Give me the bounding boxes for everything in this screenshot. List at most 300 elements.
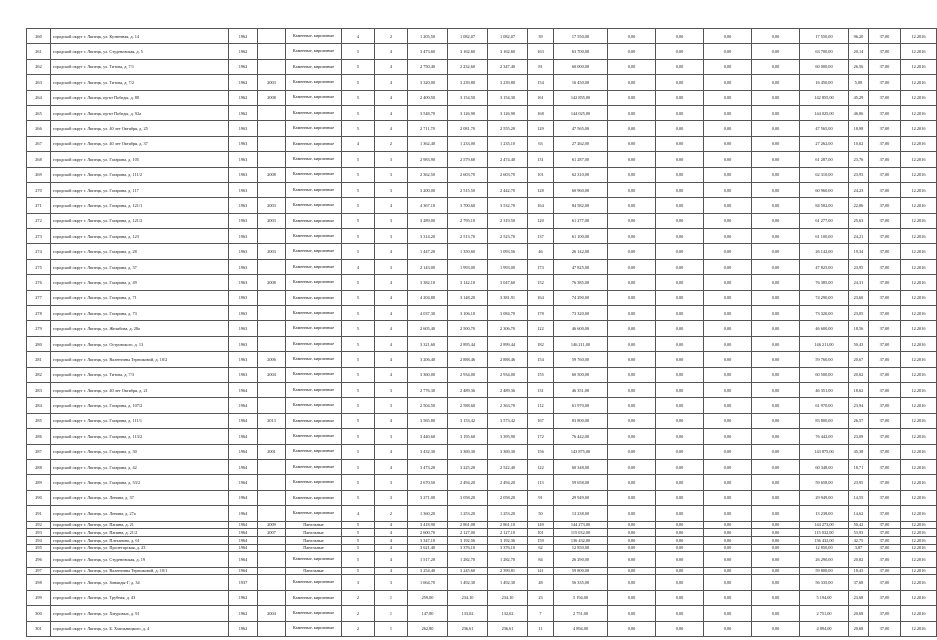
table-cell: городской округ г. Липецк, ул. Гагарина, д. 117 — [51, 182, 229, 197]
table-cell: 0,00 — [608, 567, 656, 575]
table-cell: 0,00 — [656, 506, 704, 521]
table-cell: 3 473,60 — [408, 44, 448, 59]
table-cell: 2008 — [258, 275, 286, 290]
table-cell — [258, 552, 286, 567]
table-cell: 143 875,00 — [554, 444, 608, 459]
table-cell: 3 381,91 — [488, 290, 528, 305]
table-cell: Каменные, кирпичные — [286, 475, 342, 490]
table-cell: 276 — [27, 275, 51, 290]
table-cell: 3 565,80 — [408, 413, 448, 428]
table-cell: 3 192,56 — [448, 536, 488, 544]
table-cell: Каменные, кирпичные — [286, 352, 342, 367]
table-cell: 0,00 — [608, 459, 656, 474]
table-cell: 0,00 — [752, 105, 800, 120]
table-cell: 1964 — [229, 413, 258, 428]
table-cell: 2 513,70 — [448, 229, 488, 244]
table-cell: 37,00 — [869, 352, 901, 367]
table-cell: городской округ г. Липецк, ул. Гагарина, д. 107/2 — [51, 398, 229, 413]
table-cell: 46 351,00 — [554, 382, 608, 397]
table-cell: 167 — [528, 413, 554, 428]
table-cell: 2 861,08 — [448, 521, 488, 529]
table-cell: Каменные, кирпичные — [286, 75, 342, 90]
table-cell: 2 603,70 — [488, 167, 528, 182]
table-cell: 60 960,00 — [554, 182, 608, 197]
table-cell: городской округ г. Липецк, ул. Студеновская, д. 5 — [51, 44, 229, 59]
table-cell: 259,00 — [408, 590, 448, 605]
table-cell: 3 532,70 — [488, 198, 528, 213]
housing-register-table — [26, 28, 937, 637]
table-cell: 0,00 — [608, 544, 656, 552]
table-cell: 0,00 — [752, 290, 800, 305]
table-cell: 0,00 — [704, 229, 752, 244]
table-cell: 0,00 — [608, 382, 656, 397]
table-cell: 182 — [528, 336, 554, 351]
table-cell: 96,20 — [849, 29, 869, 44]
table-cell: 12.2016 — [901, 544, 937, 552]
table-cell: 1 492,30 — [488, 575, 528, 590]
table-cell: 0,00 — [704, 321, 752, 336]
table-cell: 76 442,00 — [554, 429, 608, 444]
table-cell: 2 751,00 — [554, 606, 608, 621]
table-cell: 0,00 — [704, 306, 752, 321]
table-cell: 1 360,20 — [408, 506, 448, 521]
table-cell: 61 970,00 — [554, 398, 608, 413]
table-cell: Каменные, кирпичные — [286, 229, 342, 244]
table-cell: 12.2016 — [901, 336, 937, 351]
table-cell — [258, 590, 286, 605]
table-cell: 0,00 — [704, 459, 752, 474]
table-cell: 0,00 — [608, 59, 656, 74]
table-cell: 45,29 — [849, 90, 869, 105]
table-cell: 5 — [342, 529, 375, 537]
table-cell: 2 555,20 — [488, 121, 528, 136]
table-cell: 144 273,00 — [554, 521, 608, 529]
table-cell: 0,00 — [704, 367, 752, 382]
table-cell: Каменные, кирпичные — [286, 413, 342, 428]
table-cell: городской округ г. Липецк, ул. Гагарина, д. 53/2 — [51, 475, 229, 490]
table-cell: Каменные, кирпичные — [286, 290, 342, 305]
table-cell: 37,00 — [869, 105, 901, 120]
table-cell: 282 — [27, 367, 51, 382]
table-cell: 154 — [528, 75, 554, 90]
table-cell: городской округ г. Липецк, ул. Ленина, д. 27а — [51, 506, 229, 521]
table-cell: 142 855,00 — [800, 90, 849, 105]
table-cell: 12.2016 — [901, 352, 937, 367]
table-cell: 2 711,70 — [408, 121, 448, 136]
table-cell: 1 517,20 — [408, 552, 448, 567]
table-cell: 2 306,70 — [488, 321, 528, 336]
table-cell: 3 360,00 — [408, 367, 448, 382]
table-cell: 1 233,00 — [448, 136, 488, 151]
table-cell: 12.2016 — [901, 552, 937, 567]
table-cell: 4 — [342, 259, 375, 274]
table-cell: 1963 — [229, 259, 258, 274]
table-cell: 2 — [375, 29, 408, 44]
table-cell: 5,08 — [849, 75, 869, 90]
table-cell — [258, 429, 286, 444]
table-cell: городской округ г. Липецк, ул. Гагарина, д. 49 — [51, 275, 229, 290]
table-cell: 277 — [27, 290, 51, 305]
table-cell: 0,00 — [608, 275, 656, 290]
table-cell: 144 025,00 — [800, 105, 849, 120]
table-cell: 47 565,00 — [554, 121, 608, 136]
table-cell: 61 287,00 — [554, 152, 608, 167]
table-cell — [258, 229, 286, 244]
table-cell: 0,00 — [656, 475, 704, 490]
table-cell: 128 — [528, 182, 554, 197]
table-row — [27, 259, 937, 274]
table-cell: 5 — [342, 413, 375, 428]
table-cell: 2 127,00 — [448, 529, 488, 537]
table-cell: 1962 — [229, 621, 258, 636]
table-cell: 12.2016 — [901, 575, 937, 590]
table-cell: Каменные, кирпичные — [286, 152, 342, 167]
table-cell: 1964 — [229, 475, 258, 490]
table-cell: 46 600,00 — [554, 321, 608, 336]
table-cell: 20,14 — [849, 44, 869, 59]
table-cell: 5 — [342, 152, 375, 167]
table-cell: 2 888,46 — [488, 352, 528, 367]
table-cell: 0,00 — [704, 198, 752, 213]
table-cell: 26 290,00 — [800, 552, 849, 567]
table-cell: 234,10 — [488, 590, 528, 605]
table-cell: 3 314,20 — [408, 229, 448, 244]
table-cell — [258, 29, 286, 44]
table-cell: 164 — [528, 290, 554, 305]
table-cell: 3 — [375, 152, 408, 167]
table-cell: 0,00 — [608, 429, 656, 444]
table-cell: 0,00 — [704, 136, 752, 151]
table-cell: 0,00 — [656, 459, 704, 474]
table-cell: 2009 — [258, 521, 286, 529]
table-cell: 4 367,10 — [408, 198, 448, 213]
table-cell: 5 — [342, 59, 375, 74]
table-cell: 23,76 — [849, 152, 869, 167]
table-cell: 5 — [342, 521, 375, 529]
table-cell: 4 — [375, 521, 408, 529]
table-cell: 2 — [342, 590, 375, 605]
table-cell: 45,38 — [849, 444, 869, 459]
table-cell: Каменные, кирпичные — [286, 398, 342, 413]
table-cell: 3 369,30 — [448, 444, 488, 459]
table-cell: 4 — [375, 536, 408, 544]
table-cell: 3 — [375, 429, 408, 444]
table-cell: 0,00 — [752, 536, 800, 544]
table-row — [27, 75, 937, 90]
table-cell: 0,00 — [656, 336, 704, 351]
register-sheet — [26, 28, 926, 637]
table-cell: 0,00 — [704, 121, 752, 136]
table-cell: 39 — [528, 29, 554, 44]
table-cell: 12.2016 — [901, 121, 937, 136]
table-cell: 5 — [342, 536, 375, 544]
table-cell: 76 442,00 — [800, 429, 849, 444]
table-cell: 60 000,00 — [800, 59, 849, 74]
table-cell: городской округ г. Липецк, ул. Титова, д. 7/2 — [51, 75, 229, 90]
table-cell: 1964 — [229, 490, 258, 505]
table-cell — [258, 59, 286, 74]
table-cell: 4 — [375, 290, 408, 305]
table-cell — [258, 506, 286, 521]
table-cell: 12.2016 — [901, 44, 937, 59]
table-cell: городской округ г. Липецк, ул. Пролетарская, д. 23 — [51, 544, 229, 552]
table-cell: Каменные, кирпичные — [286, 336, 342, 351]
table-cell: 23,68 — [849, 590, 869, 605]
table-cell: городской округ г. Липецк, ул. 40 лет Октября, д. 37 — [51, 136, 229, 151]
table-row — [27, 567, 937, 575]
table-cell: 0,00 — [608, 336, 656, 351]
table-cell: 0,00 — [704, 352, 752, 367]
table-cell: Каменные, кирпичные — [286, 244, 342, 259]
table-cell: 4 204,80 — [408, 290, 448, 305]
table-cell: 2 489,36 — [448, 382, 488, 397]
table-cell: 1963 — [229, 306, 258, 321]
table-cell: 37,00 — [869, 544, 901, 552]
table-cell: 56 335,00 — [554, 575, 608, 590]
table-cell: 281 — [27, 352, 51, 367]
table-cell: 59 800,00 — [800, 567, 849, 575]
table-cell: 0,00 — [656, 44, 704, 59]
table-row — [27, 590, 937, 605]
table-cell: 0,00 — [656, 413, 704, 428]
table-cell: 2 750,40 — [408, 59, 448, 74]
table-cell: 1962 — [229, 44, 258, 59]
table-row — [27, 182, 937, 197]
table-cell: городской округ г. Липецк, ул. Гагарина, д. 73 — [51, 306, 229, 321]
table-cell: 149 — [528, 521, 554, 529]
table-cell: 0,00 — [704, 536, 752, 544]
table-cell: 12.2016 — [901, 490, 937, 505]
table-cell: 4 — [375, 75, 408, 90]
table-cell: 143 875,00 — [800, 444, 849, 459]
table-cell: 23,95 — [849, 475, 869, 490]
table-cell: 12.2016 — [901, 182, 937, 197]
table-cell: 29 949,00 — [800, 490, 849, 505]
table-cell: 262,80 — [408, 621, 448, 636]
table-cell: 3 — [375, 575, 408, 590]
table-cell: 178 — [528, 306, 554, 321]
table-cell: 3 621,40 — [408, 544, 448, 552]
table-cell: 0,00 — [752, 475, 800, 490]
table-cell: 0,00 — [752, 259, 800, 274]
table-cell: 5 — [342, 444, 375, 459]
table-cell: 12.2016 — [901, 459, 937, 474]
table-cell: 37,00 — [869, 459, 901, 474]
table-cell: 285 — [27, 413, 51, 428]
table-cell: 2 600,70 — [408, 529, 448, 537]
table-cell: 1 082,07 — [488, 29, 528, 44]
table-cell: 48 — [528, 575, 554, 590]
table-cell: 0,00 — [608, 306, 656, 321]
table-cell: 0,00 — [752, 529, 800, 537]
table-row — [27, 382, 937, 397]
table-cell: 61 970,00 — [800, 398, 849, 413]
table-cell: Каменные, кирпичные — [286, 182, 342, 197]
table-cell: 0,00 — [704, 552, 752, 567]
table-cell: 115 032,00 — [554, 529, 608, 537]
table-cell: 122 — [528, 459, 554, 474]
table-cell: 0,00 — [608, 621, 656, 636]
table-cell: 1963 — [229, 244, 258, 259]
table-cell: 12.2016 — [901, 290, 937, 305]
table-cell: 4 — [375, 444, 408, 459]
table-cell: 12.2016 — [901, 536, 937, 544]
table-cell: 37,00 — [869, 229, 901, 244]
table-cell: 5 — [342, 306, 375, 321]
table-cell: 1 205,50 — [408, 29, 448, 44]
table-cell: городской округ г. Липецк, пр-кт Победы, д. 92а — [51, 105, 229, 120]
table-cell: 5 — [342, 398, 375, 413]
table-cell: 12.2016 — [901, 506, 937, 521]
table-cell: 5 194,00 — [554, 590, 608, 605]
table-cell: 0,00 — [608, 75, 656, 90]
table-cell: 296 — [27, 552, 51, 567]
table-cell: 0,00 — [656, 105, 704, 120]
table-cell: 262 — [27, 59, 51, 74]
table-cell: 263 — [27, 75, 51, 90]
table-cell: 12.2016 — [901, 444, 937, 459]
table-cell: 1 993,00 — [448, 259, 488, 274]
table-cell: 0,00 — [656, 352, 704, 367]
table-row — [27, 29, 937, 44]
table-cell: 0,00 — [608, 198, 656, 213]
table-cell: 60 000,00 — [554, 59, 608, 74]
table-cell: 0,00 — [752, 29, 800, 44]
table-cell: 0,00 — [752, 152, 800, 167]
table-cell: Каменные, кирпичные — [286, 552, 342, 567]
table-cell: 293 — [27, 529, 51, 537]
table-cell: 5 — [342, 44, 375, 59]
table-cell: 0,00 — [656, 182, 704, 197]
table-cell: 3 — [375, 167, 408, 182]
table-cell: 2 — [375, 136, 408, 151]
table-cell: 173 — [528, 259, 554, 274]
table-cell: 1964 — [229, 398, 258, 413]
table-cell: 5 — [342, 290, 375, 305]
table-cell: 37,00 — [869, 567, 901, 575]
table-cell: 5 — [342, 198, 375, 213]
table-cell: 268 — [27, 152, 51, 167]
table-cell: 1963 — [229, 213, 258, 228]
table-cell: 0,00 — [752, 521, 800, 529]
table-cell: 292 — [27, 521, 51, 529]
table-cell: 1962 — [229, 105, 258, 120]
table-cell: 0,00 — [656, 290, 704, 305]
table-cell: 1 253,20 — [488, 506, 528, 521]
table-cell: 37,00 — [869, 290, 901, 305]
table-cell: 301 — [27, 621, 51, 636]
table-row — [27, 152, 937, 167]
table-cell: 0,00 — [608, 152, 656, 167]
table-cell: 0,00 — [704, 490, 752, 505]
table-cell — [258, 567, 286, 575]
table-cell: 2 861,10 — [488, 521, 528, 529]
table-cell: 0,00 — [608, 590, 656, 605]
table-cell: 0,00 — [656, 167, 704, 182]
table-cell: 13 238,00 — [554, 506, 608, 521]
table-cell: 50 — [528, 506, 554, 521]
table-cell: 287 — [27, 444, 51, 459]
table-cell: 37,00 — [869, 121, 901, 136]
table-cell: 236,61 — [448, 621, 488, 636]
table-cell: 0,00 — [704, 382, 752, 397]
table-cell: 11 — [528, 621, 554, 636]
table-cell: 37,00 — [869, 167, 901, 182]
table-row — [27, 229, 937, 244]
table-row — [27, 367, 937, 382]
table-cell: 59 800,00 — [554, 567, 608, 575]
table-cell: 0,00 — [752, 506, 800, 521]
table-cell: 4 — [342, 506, 375, 521]
table-cell: 1 993,00 — [488, 259, 528, 274]
table-cell: 7 — [528, 606, 554, 621]
table-cell: 26,57 — [849, 413, 869, 428]
table-cell: 1964 — [229, 544, 258, 552]
table-cell: Панельные — [286, 544, 342, 552]
table-cell: 29 949,00 — [554, 490, 608, 505]
table-cell: 274 — [27, 244, 51, 259]
table-cell: городской округ г. Липецк, ул. Валентины Терешковой, д. 10/2 — [51, 352, 229, 367]
table-cell: 297 — [27, 567, 51, 575]
table-cell: 0,00 — [704, 444, 752, 459]
table-cell: 12.2016 — [901, 382, 937, 397]
table-cell: 168 — [528, 105, 554, 120]
table-cell: 4 — [375, 459, 408, 474]
table-cell: 2004 — [258, 367, 286, 382]
table-cell: 26 290,00 — [554, 552, 608, 567]
table-cell: 0,00 — [656, 367, 704, 382]
table-cell: 0,00 — [704, 90, 752, 105]
table-cell: 0,00 — [656, 429, 704, 444]
table-cell: 289 — [27, 475, 51, 490]
table-cell: Каменные, кирпичные — [286, 121, 342, 136]
table-cell: 12 850,00 — [800, 544, 849, 552]
table-cell: 0,00 — [608, 90, 656, 105]
table-cell: 0,00 — [656, 75, 704, 90]
table-cell: 0,00 — [608, 398, 656, 413]
table-cell: 112 — [528, 398, 554, 413]
table-cell: 1963 — [229, 152, 258, 167]
table-cell: 1963 — [229, 229, 258, 244]
table-cell: 0,00 — [704, 75, 752, 90]
table-cell: 0,00 — [752, 413, 800, 428]
table-cell: 0,00 — [656, 590, 704, 605]
table-cell: 1 — [375, 621, 408, 636]
table-cell: 61 277,00 — [554, 213, 608, 228]
table-cell: 144 273,00 — [800, 521, 849, 529]
table-cell: 1963 — [229, 321, 258, 336]
table-cell: 5 — [342, 475, 375, 490]
table-cell: 74 290,00 — [554, 290, 608, 305]
table-cell: 260 — [27, 29, 51, 44]
table-cell: 23,95 — [849, 259, 869, 274]
table-cell: 37,00 — [869, 259, 901, 274]
table-cell: 0,00 — [608, 121, 656, 136]
table-cell: 2 504,50 — [408, 398, 448, 413]
table-cell: 1963 — [229, 352, 258, 367]
table-cell: 159 — [528, 536, 554, 544]
table-cell: 76 385,00 — [800, 275, 849, 290]
table-cell: Панельные — [286, 521, 342, 529]
table-cell: 3 126,90 — [448, 105, 488, 120]
table-cell: 0,00 — [704, 182, 752, 197]
table-cell: 0,00 — [656, 59, 704, 74]
table-cell: 37,00 — [869, 136, 901, 151]
table-cell: 25,63 — [849, 213, 869, 228]
table-cell: 3 200,00 — [408, 182, 448, 197]
table-cell: Панельные — [286, 536, 342, 544]
table-cell: 81 — [528, 59, 554, 74]
